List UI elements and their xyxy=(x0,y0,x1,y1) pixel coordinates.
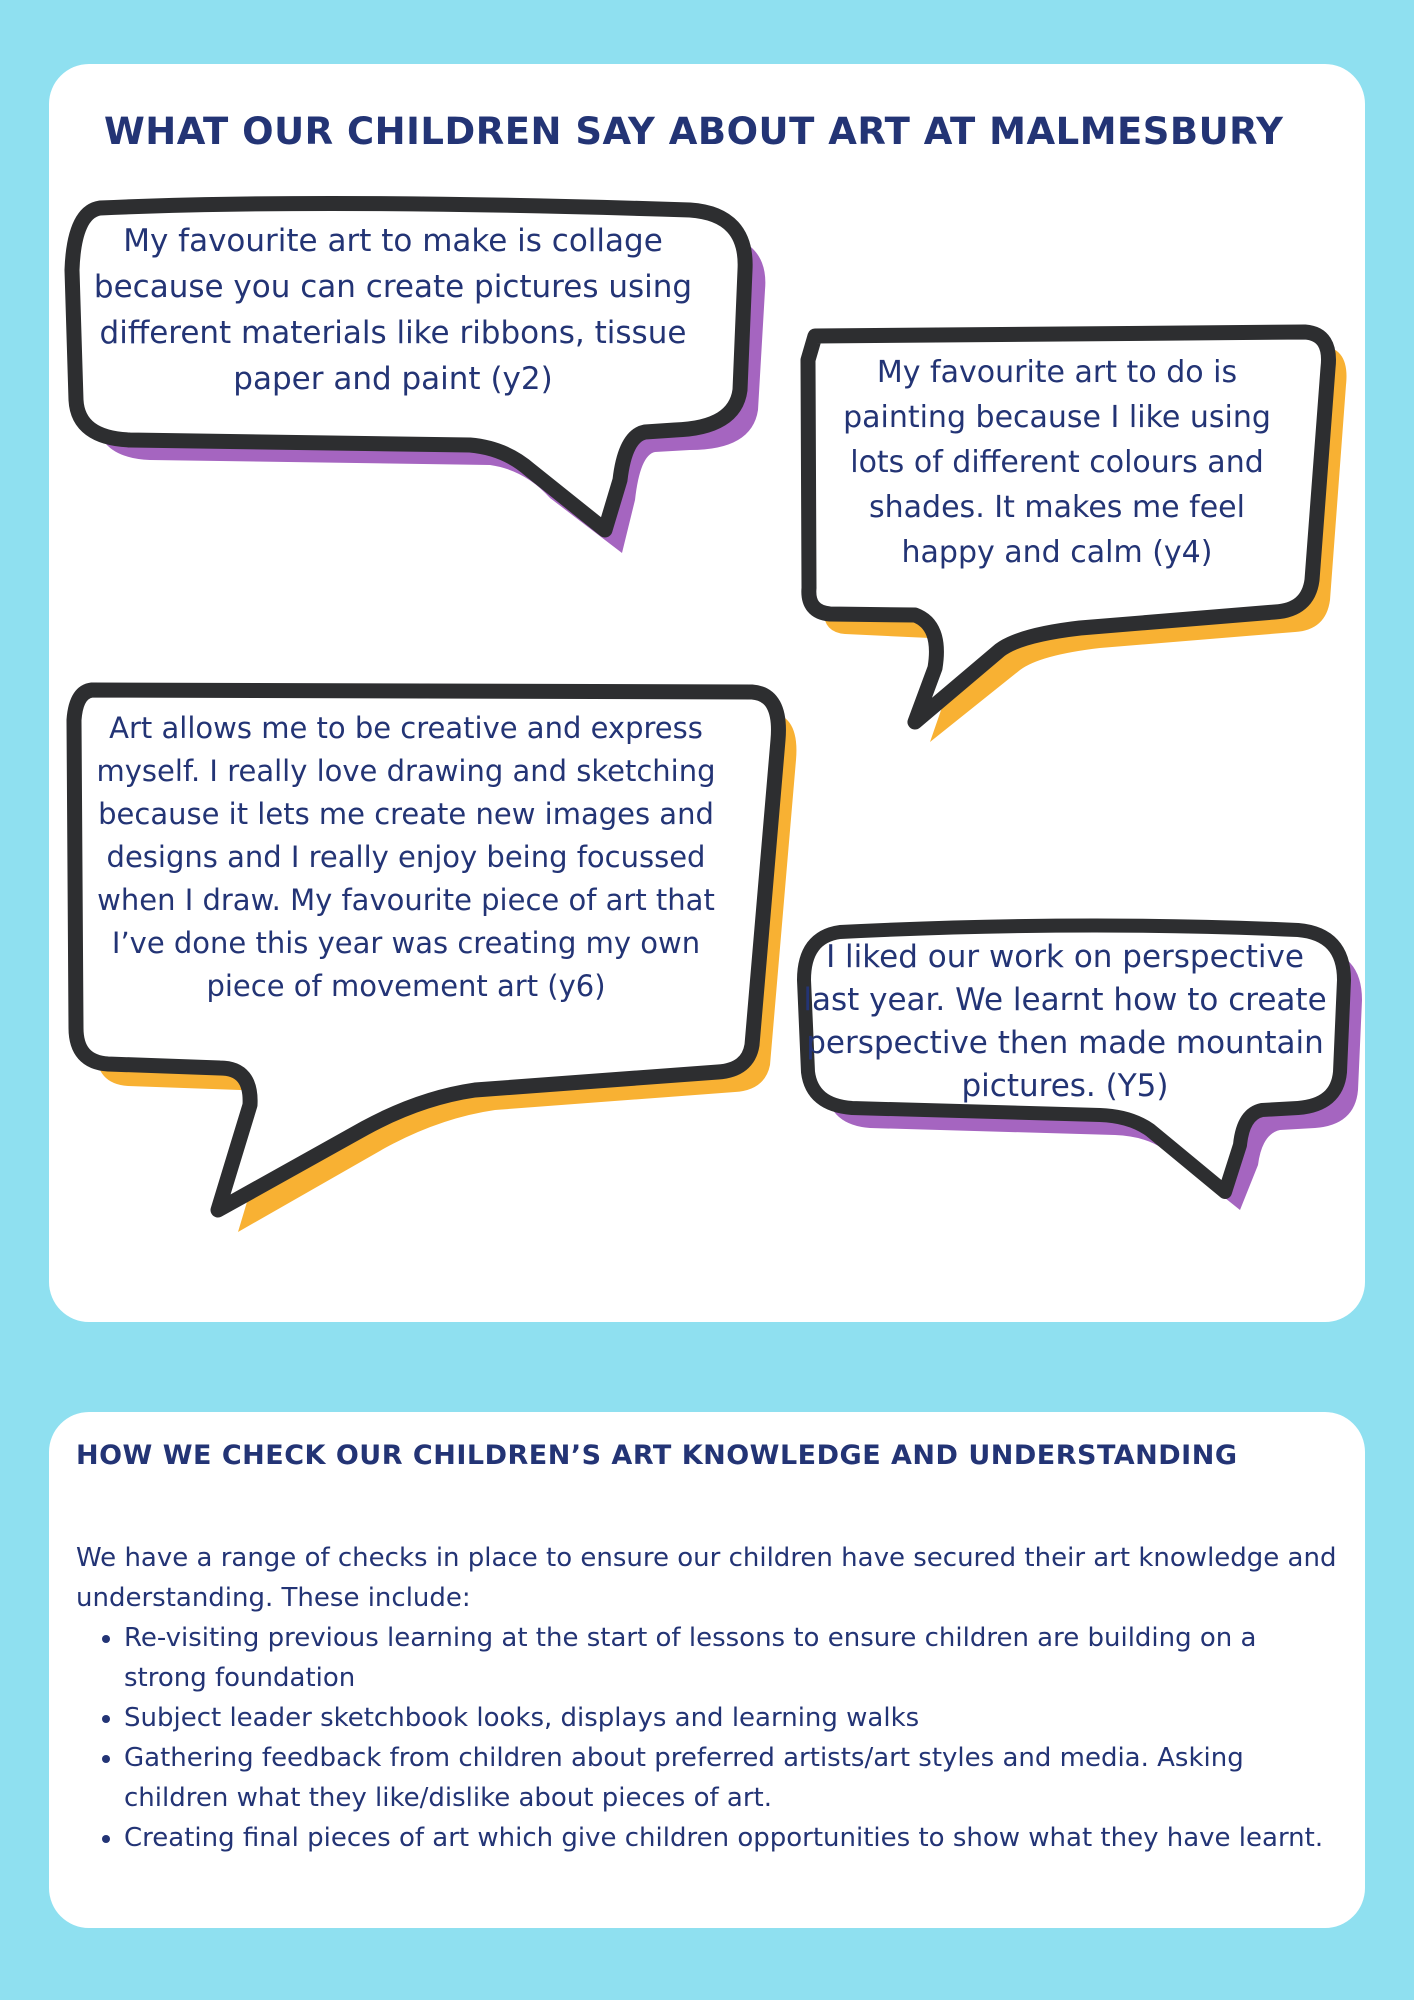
assessment-heading: HOW WE CHECK OUR CHILDREN’S ART KNOWLEDGE AND UNDERSTANDING xyxy=(76,1440,1238,1471)
list-item: • Creating final pieces of art which give children opportunities to show what they have learnt. xyxy=(124,1818,1346,1858)
assessment-body xyxy=(76,1538,1346,1858)
checks-list xyxy=(76,1618,1346,1858)
list-item: • Gathering feedback from children about preferred artists/art styles and media. Asking children what they like/dislike about pieces of art. xyxy=(124,1738,1346,1818)
quote-y4: My favourite art to do is painting because I like using lots of different colours and shades. It makes me feel happy and calm (y4) xyxy=(843,355,1271,570)
list-item: • Re-visiting previous learning at the start of lessons to ensure children are building on a strong foundation xyxy=(124,1618,1346,1698)
quote-y5: I liked our work on perspective last year. We learnt how to create perspective then made mountain pictures. (Y5) xyxy=(803,939,1327,1104)
testimonials-heading: WHAT OUR CHILDREN SAY ABOUT ART AT MALMESBURY xyxy=(104,110,1284,153)
quote-y2: My favourite art to make is collage because you can create pictures using different materials like ribbons, tissue paper and paint (y2) xyxy=(93,223,693,397)
quote-y6: Art allows me to be creative and express myself. I really love drawing and sketching because it lets me create new images and designs and I really enjoy being focussed when I draw. My favourite piece of art that I’ve done this year was creating my own piece of movement art (y6) xyxy=(96,711,716,1003)
assessment-intro: We have a range of checks in place to ensure our children have secured their art knowledge and understanding. These include: xyxy=(76,1543,1337,1613)
list-item: • Subject leader sketchbook looks, displays and learning walks xyxy=(124,1698,1346,1738)
